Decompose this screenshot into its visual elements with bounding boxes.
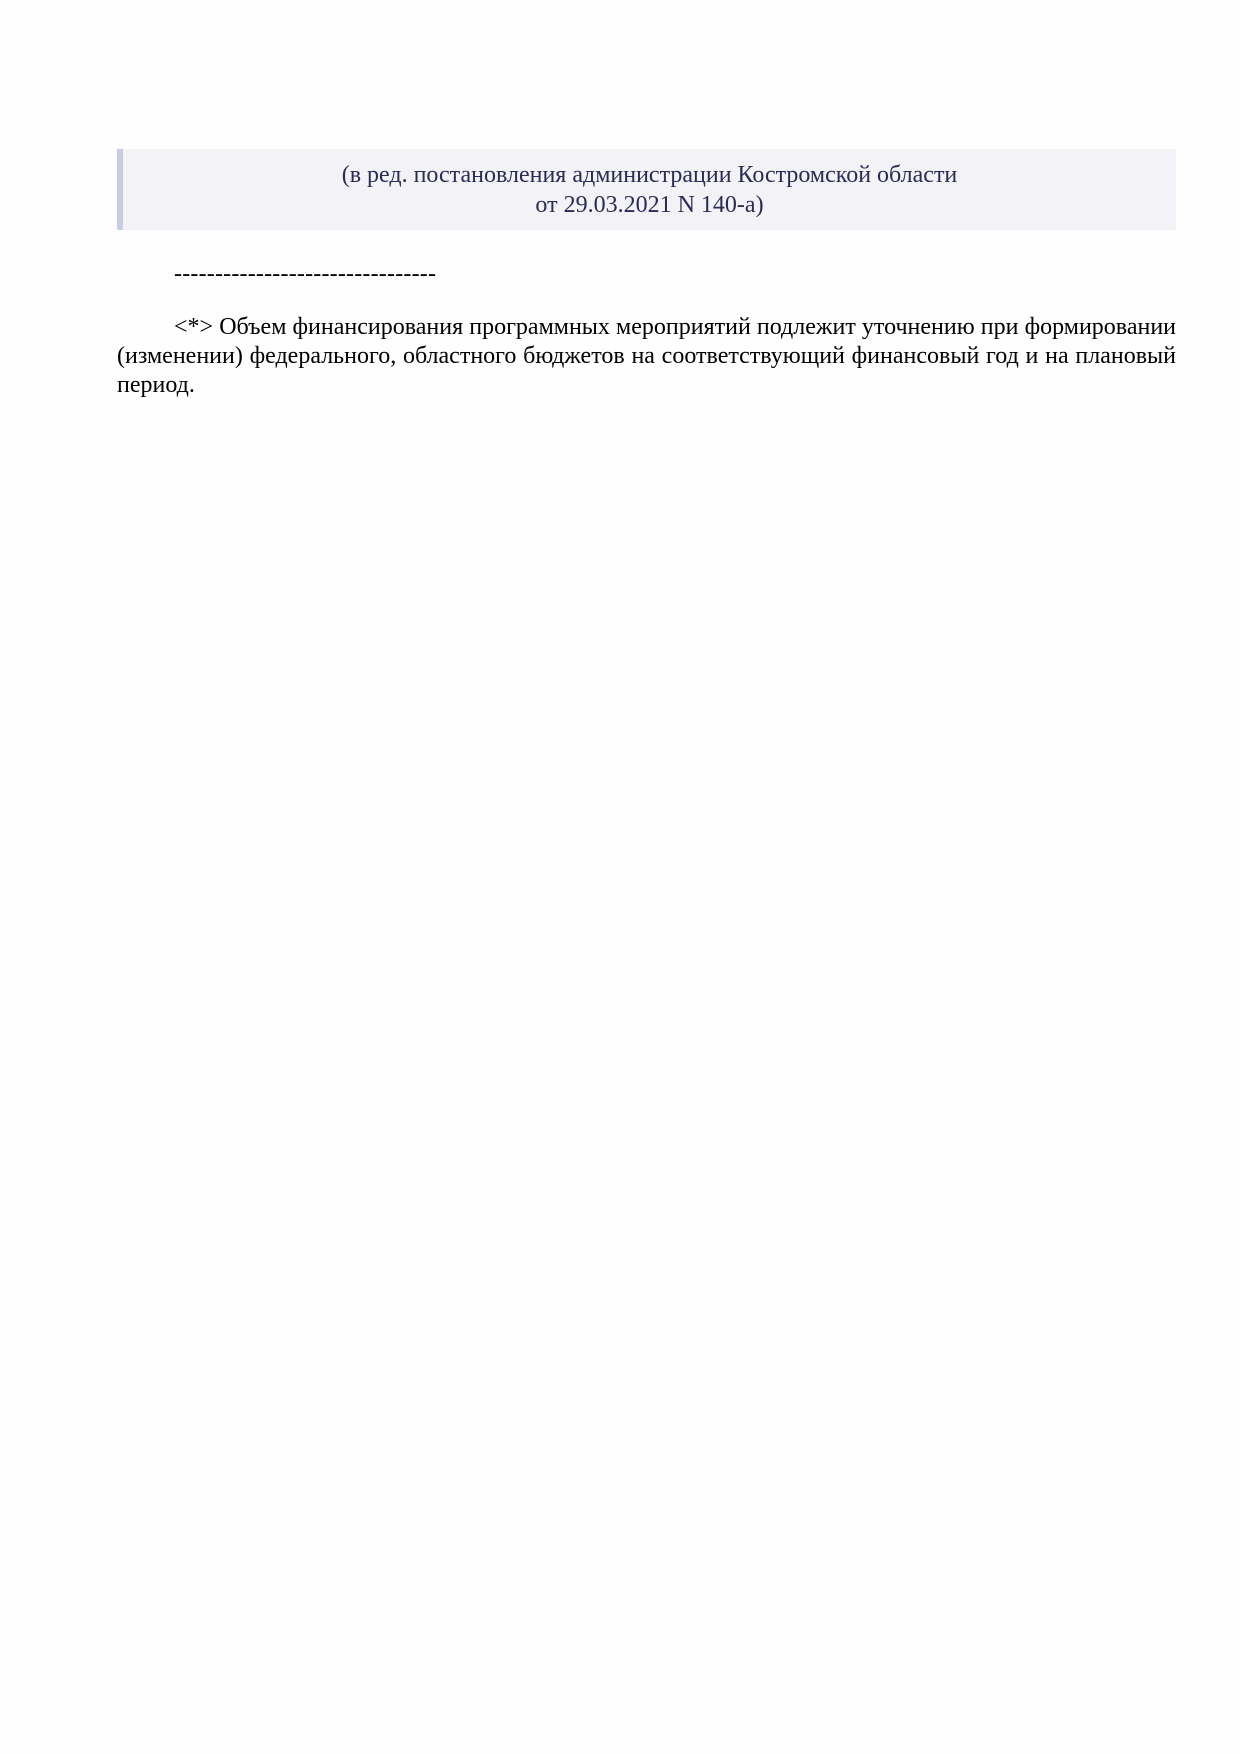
footnote-text: <*> Объем финансирования программных мероприятий подлежит уточнению при формировании (изменении) федерального, областного бюджетов на соответствующий финансовый год и на плановый период. [117,314,1176,398]
footnote-separator: -------------------------------- [174,261,437,287]
amendment-line-1: (в ред. постановления администрации Костромской области [341,161,958,188]
amendment-note [117,149,1176,230]
amendment-line-2: от 29.03.2021 N 140-а) [535,191,764,218]
